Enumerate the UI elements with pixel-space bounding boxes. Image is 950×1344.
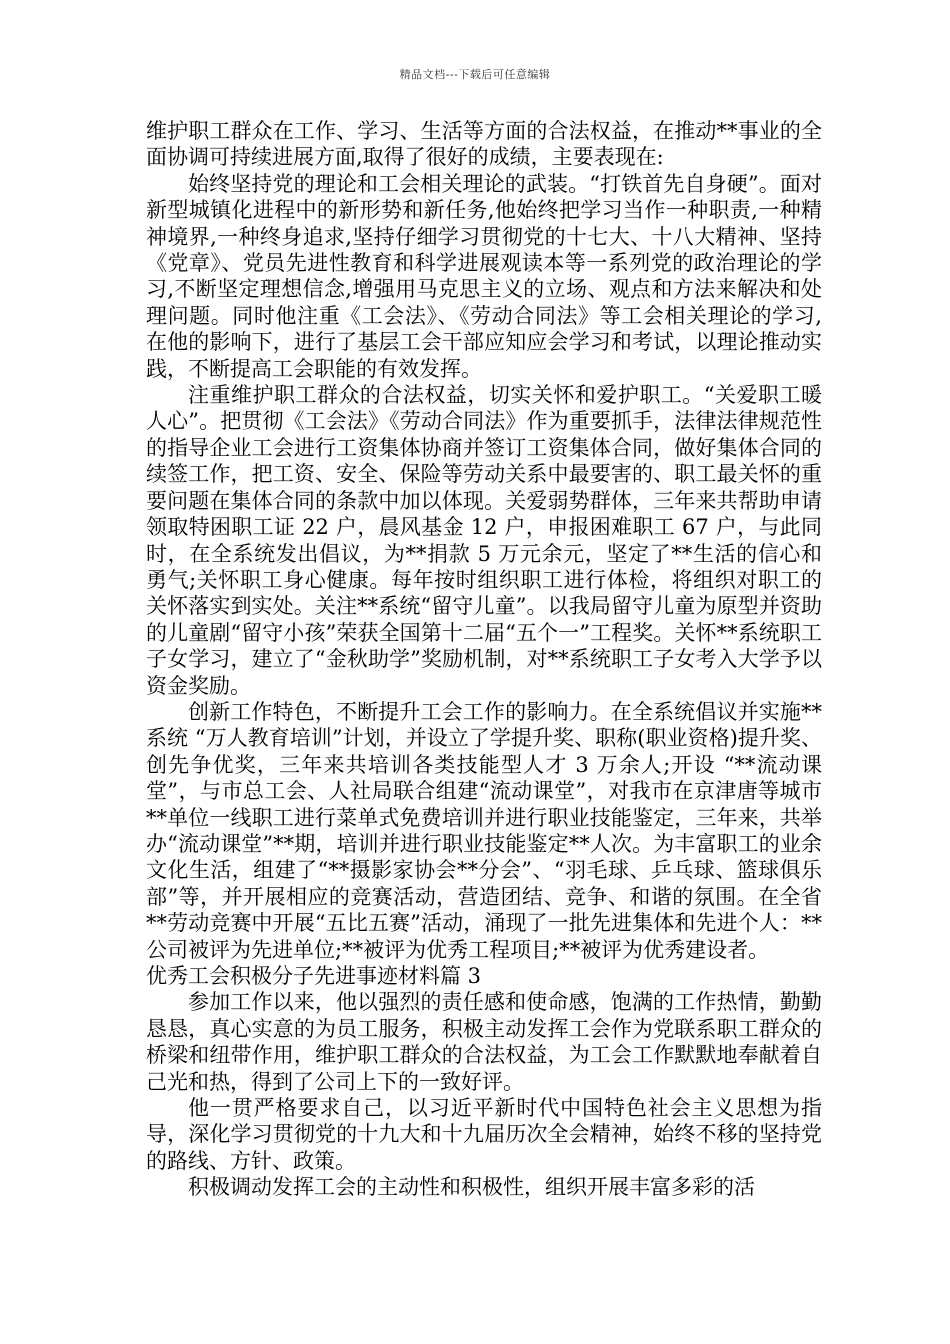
paragraph: 积极调动发挥工会的主动性和积极性，组织开展丰富多彩的活: [188, 1175, 755, 1200]
paragraph: 始终坚持党的理论和工会相关理论的武装。“打铁首先自身硬”。面对新型城镇化进程中的新形势和新任务,他始终把学习当作一种职责,一种精神境界,一种终身追求,坚持仔细学习贯彻党的十七大、十八大精神、坚持《党章》、党员先进性教育和科学进展观读本等一系列党的政治理论的学习,不断坚定理想信念,增强用马克思主义的立场、观点和方法来解决和处理问题。同时他注重《工会法》、《劳动合同法》等工会相关理论的学习,在他的影响下，进行了基层工会干部应知应会学习和考试，以理论推动实践，不断提高工会职能的有效发挥。: [146, 171, 822, 381]
page-header: 精品文档---下载后可任意编辑: [399, 68, 551, 81]
paragraph: 参加工作以来，他以强烈的责任感和使命感，饱满的工作热情，勤勤恳恳，真心实意的为员工服务，积极主动发挥工会作为党联系职工群众的桥梁和纽带作用，维护职工群众的合法权益，为工会工作默默地奉献着自己光和热，得到了公司上下的一致好评。: [146, 990, 822, 1094]
paragraph: 注重维护职工群众的合法权益，切实关怀和爱护职工。“关爱职工暖人心”。把贯彻《工会法》《劳动合同法》作为重要抓手，法律法律规范性的指导企业工会进行工资集体协商并签订工资集体合同，做好集体合同的续签工作，把工资、安全、保险等劳动关系中最要害的、职工最关怀的重要问题在集体合同的条款中加以体现。关爱弱势群体，三年来共帮助申请领取特困职工证 22 户，晨风基金 12 户，申报困难职工 67 户，与此同时，在全系统发出倡议，为**捐款 5 万元余元，坚定了**生活的信心和勇气;关怀职工身心健康。每年按时组织职工进行体检，将组织对职工的关怀落实到实处。关注**系统“留守儿童”。以我局留守儿童为原型并资助的儿童剧“留守小孩”荣获全国第十二届“五个一”工程奖。关怀**系统职工子女学习，建立了“金秋助学”奖励机制，对**系统职工子女考入大学予以资金奖励。: [146, 383, 822, 698]
paragraph: 创新工作特色，不断提升工会工作的影响力。在全系统倡议并实施**系统 “万人教育培训”计划，并设立了学提升奖、职称(职业资格)提升奖、创先争优奖，三年来共培训各类技能型人才 3 万余人;开设 “**流动课堂”，与市总工会、人社局联合组建“流动课堂”，对我市在京津唐等城市**单位一线职工进行菜单式免费培训并进行职业技能鉴定，三年来，共举办“流动课堂”**期，培训并进行职业技能鉴定**人次。为丰富职工的业余文化生活，组建了“**摄影家协会**分会”、“羽毛球、乒乓球、篮球俱乐部”等，并开展相应的竞赛活动，营造团结、竞争、和谐的氛围。在全省**劳动竞赛中开展“五比五赛”活动，涌现了一批先进集体和先进个人：**公司被评为先进单位;**被评为优秀工程项目;**被评为优秀建设者。: [146, 699, 822, 962]
paragraph: 他一贯严格要求自己，以习近平新时代中国特色社会主义思想为指导，深化学习贯彻党的十九大和十九届历次全会精神，始终不移的坚持党的路线、方针、政策。: [146, 1096, 822, 1173]
document-body: [146, 118, 822, 1201]
section-heading: 优秀工会积极分子先进事迹材料篇 3: [146, 964, 482, 988]
paragraph: 维护职工群众在工作、学习、生活等方面的合法权益，在推动**事业的全面协调可持续进展方面,取得了很好的成绩，主要表现在:: [146, 119, 822, 170]
